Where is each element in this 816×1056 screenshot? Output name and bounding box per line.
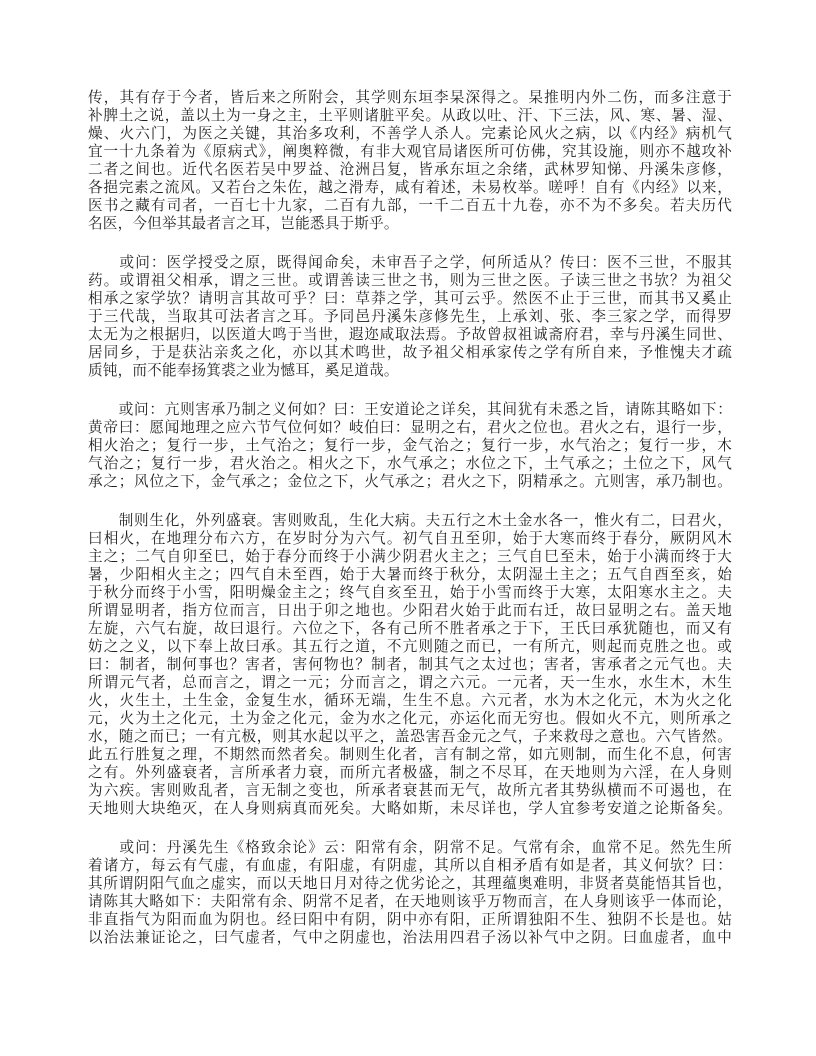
text-block [88,89,732,947]
text-line: 所谓显明者，指方位而言，日出于卯之地也。少阳君火始于此而右迁，故曰显明之右。盖天地 [88,603,732,619]
text-line: 补脾土之说，盖以土为一身之主，土平则诸脏平矣。从政以吐、汗、下三法，风、寒、暑、湿、 [88,108,732,124]
text-line: 左旋，六气右旋，故曰退行。六位之下，各有己所不胜者承之于下，王氏曰承犹随也，而又有 [88,621,732,637]
text-line: 名医，今但举其最者言之耳，岂能悉具于斯乎。 [88,216,399,232]
text-line: 曰相火，在地理分布六方，在岁时分为六气。初气自丑至卯，始于大寒而终于春分，厥阴风木 [88,531,732,547]
text-line: 传，其有存于今者，皆后来之所附会，其学则东垣李杲深得之。杲推明内外二伤，而多注意于 [88,90,732,106]
text-line: 暑，少阳相火主之；四气自未至酉，始于大暑而终于秋分，太阴湿土主之；五气自酉至亥，始 [88,567,732,583]
text-line: 或问：丹溪先生《格致余论》云：阳常有余，阴常不足。气常有余，血常不足。然先生所 [88,840,732,856]
text-line: 黄帝曰：愿闻地理之应六节气位何如？岐伯曰：显明之右，君火之位也。君火之右，退行一步， [88,420,732,436]
text-line: 天地则大块绝灭，在人身则病真而死矣。大略如斯，未尽详也，学人宜参考安道之论斯备矣。 [88,801,732,817]
text-line: 燥、火六门，为医之关键，其治多攻利，不善学人杀人。完素论风火之病，以《内经》病机气 [88,126,732,142]
text-line: 妨之之义，以下奉上故曰承。其五行之道，不亢则随之而已，一有所亢，则起而克胜之也。或 [88,639,732,655]
text-line: 元，火为土之化元，土为金之化元，金为水之化元，亦运化而无穷也。假如火不亢，则所承之 [88,711,732,727]
text-line: 药。或谓祖父相承，谓之三世。或谓善读三世之书，则为三世之医。子读三世之书欤？为祖父 [88,273,732,289]
text-line: 水，随之而已；一有亢极，则其水起以平之，盖恐害吾金元之气，子来救母之意也。六气皆然。 [88,729,732,745]
text-line: 曰：制者，制何事也？害者，害何物也？制者，制其气之太过也；害者，害承者之元气也。夫 [88,657,732,673]
text-line: 质钝，而不能奉扬箕裘之业为憾耳，奚足道哉。 [88,363,399,379]
text-line: 请陈其大略如下：夫阳常有余、阴常不足者，在天地则该乎万物而言，在人身则该乎一体而论， [88,894,732,910]
text-line: 承之；风位之下，金气承之；金位之下，火气承之；君火之下，阴精承之。亢则害，承乃制也。 [88,474,732,490]
text-line: 或问：医学授受之原，既得闻命矣，未审吾子之学，何所适从？传曰：医不三世，不服其 [88,255,732,271]
text-line: 气治之；复行一步，君火治之。相火之下，水气承之；水位之下，土气承之；土位之下，风气 [88,456,732,472]
text-line: 二者之间也。近代名医若吴中罗益、沧洲吕复，皆承东垣之余绪，武林罗知悌、丹溪朱彦修， [88,162,732,178]
paragraph [88,839,732,947]
text-line: 或问：亢则害承乃制之义何如？曰：王安道论之详矣，其间犹有未悉之旨，请陈其略如下： [88,402,732,418]
text-line: 太无为之根据归，以医道大鸣于当世，遐迩咸取法焉。予故曾叔祖诚斋府君，幸与丹溪生同世、 [88,327,732,343]
text-line: 之有。外列盛衰者，言所承者力衰，而所亢者极盛，制之不尽耳，在天地则为六淫，在人身则 [88,765,732,781]
text-line: 于秋分而终于小雪，阳明燥金主之；终气自亥至丑，始于小雪而终于大寒，太阳寒水主之。夫 [88,585,732,601]
paragraph [88,401,732,491]
text-line: 相火治之；复行一步，土气治之；复行一步，金气治之；复行一步，水气治之；复行一步，木 [88,438,732,454]
text-line: 主之；二气自卯至巳，始于春分而终于小满少阴君火主之；三气自巳至未，始于小满而终于大 [88,549,732,565]
paragraph [88,512,732,818]
text-line: 于三代哉，当取其可法者言之耳。予同邑丹溪朱彦修先生，上承刘、张、李三家之学，而得罗 [88,309,732,325]
paragraph [88,254,732,380]
text-line: 宜一十九条着为《原病式》，阐奥粹微，有非大观官局诸医所可仿佛，究其设施，则亦不越攻补 [88,144,732,160]
text-line: 医书之藏有司者，一百七十九家，二百有九部，一千二百五十九卷，亦不为不多矣。若夫历代 [88,198,732,214]
text-line: 各挹完素之流风。又若台之朱佐，越之滑寿，咸有着述，未易枚举。嗟呼！自有《内经》以来， [88,180,732,196]
text-line: 着诸方，每云有气虚，有血虚，有阳虚，有阴虚，其所以自相矛盾有如是者，其义何欤？曰： [88,858,732,874]
text-line: 其所谓阴阳气血之虚实，而以天地日月对待之优劣论之，其理蕴奥难明，非贤者莫能悟其旨也， [88,876,732,892]
text-line: 此五行胜复之理，不期然而然者矣。制则生化者，言有制之常，如亢则制，而生化不息，何害 [88,747,732,763]
text-line: 相承之家学欤？请明言其故可乎？曰：草莽之学，其可云乎。然医不止于三世，而其书又奚止 [88,291,732,307]
paragraph [88,89,732,233]
text-line: 非直指气为阳而血为阴也。经曰阳中有阴，阴中亦有阳，正所谓独阳不生、独阴不长是也。姑 [88,912,732,928]
text-line: 以治法兼证论之，曰气虚者，气中之阴虚也，治法用四君子汤以补气中之阴。曰血虚者，血中 [88,930,732,946]
text-line: 火，火生土，土生金，金复生水，循环无端，生生不息。六元者，水为木之化元，木为火之化 [88,693,732,709]
text-line: 所谓元气者，总而言之，谓之一元；分而言之，谓之六元。一元者，天一生水，水生木，木生 [88,675,732,691]
text-line: 为六疾。害则败乱者，言无制之变也，所承者衰甚而无气，故所亢者其势纵横而不可遏也，在 [88,783,732,799]
text-line: 居同乡，于是获沾亲炙之化，亦以其术鸣世，故予祖父相承家传之学有所自来，予惟愧夫才疏 [88,345,732,361]
text-line: 制则生化，外列盛衰。害则败乱，生化大病。夫五行之木土金水各一，惟火有二，曰君火， [88,513,732,529]
